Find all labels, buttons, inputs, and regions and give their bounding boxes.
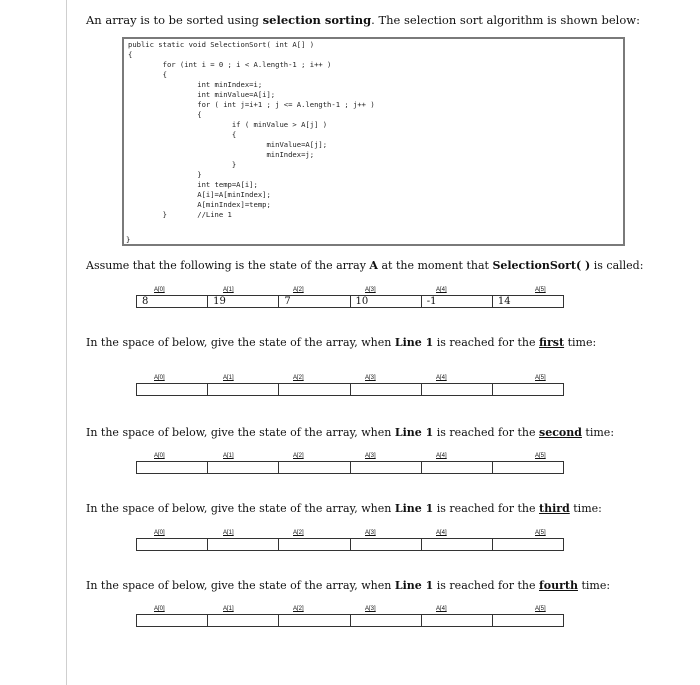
header-a0: A[0] <box>154 606 165 612</box>
answer-cell[interactable] <box>137 384 208 395</box>
answer-cell[interactable] <box>351 462 422 473</box>
question-1-text: In the space of below, give the state of the array, when Line 1 is reached for the first time: <box>86 336 597 349</box>
header-a4: A[4] <box>436 530 447 536</box>
array-headers <box>136 375 564 383</box>
answer-cell[interactable] <box>279 462 350 473</box>
array-cells <box>136 295 564 308</box>
header-a4: A[4] <box>436 453 447 459</box>
array-cells <box>136 383 564 396</box>
code-closing-brace: } <box>126 235 131 244</box>
array-cell: 10 <box>351 296 422 307</box>
array-cells <box>136 461 564 474</box>
question-4-text: In the space of below, give the state of the array, when Line 1 is reached for the fourth time: <box>86 579 611 592</box>
initial-array <box>136 287 564 308</box>
answer-cell[interactable] <box>137 539 208 550</box>
header-a5: A[5] <box>535 287 546 293</box>
array-cell: 14 <box>497 296 511 307</box>
answer-cell[interactable] <box>493 539 563 550</box>
answer-cell[interactable] <box>351 615 422 626</box>
header-a0: A[0] <box>154 287 165 293</box>
array-cells <box>136 538 564 551</box>
answer-cell[interactable] <box>422 384 493 395</box>
array-headers <box>136 287 564 295</box>
answer-cell[interactable] <box>351 384 422 395</box>
array-headers <box>136 453 564 461</box>
header-a2: A[2] <box>293 530 304 536</box>
answer-cell[interactable] <box>493 615 563 626</box>
array-cell: -1 <box>422 296 493 307</box>
intro-text: An array is to be sorted using selection sorting. The selection sort algorithm is shown below: <box>86 13 640 27</box>
header-a3: A[3] <box>365 453 376 459</box>
header-a5: A[5] <box>535 453 546 459</box>
question-2-text: In the space of below, give the state of the array, when Line 1 is reached for the second time: <box>86 426 615 439</box>
array-headers <box>136 530 564 538</box>
answer-array-3 <box>136 530 564 551</box>
answer-cell[interactable] <box>422 615 493 626</box>
selection-sort-code: public static void SelectionSort( int A[] ) { for (int i = 0 ; i < A.length-1 ; i++ ) { int minIndex=i; int minValue=A[i]; for ( int j=i+1 ; j <= A.length-1 ; j++ ) { if ( minValue > A[j] ) { minValue=A[j]; minIndex=j; } } int temp=A[i]; A[i]=A[minIndex]; A[minIndex]=temp; } //Line 1 <box>128 40 375 219</box>
answer-array-1 <box>136 375 564 396</box>
answer-cell[interactable] <box>137 615 208 626</box>
header-a1: A[1] <box>223 375 234 381</box>
array-headers <box>136 606 564 614</box>
header-a5: A[5] <box>535 375 546 381</box>
header-a2: A[2] <box>293 287 304 293</box>
answer-cell[interactable] <box>208 539 279 550</box>
answer-cell[interactable] <box>351 539 422 550</box>
header-a1: A[1] <box>223 530 234 536</box>
header-a1: A[1] <box>223 606 234 612</box>
header-a1: A[1] <box>223 453 234 459</box>
code-listing <box>122 37 625 246</box>
answer-array-2 <box>136 453 564 474</box>
header-a5: A[5] <box>535 606 546 612</box>
header-a2: A[2] <box>293 606 304 612</box>
array-cell: 7 <box>279 296 350 307</box>
assume-text: Assume that the following is the state of the array A at the moment that SelectionSort( ) is called: <box>86 259 644 272</box>
answer-cell[interactable] <box>208 384 279 395</box>
header-a3: A[3] <box>365 606 376 612</box>
header-a0: A[0] <box>154 375 165 381</box>
answer-cell[interactable] <box>422 462 493 473</box>
answer-cell[interactable] <box>208 462 279 473</box>
header-a3: A[3] <box>365 375 376 381</box>
header-a3: A[3] <box>365 287 376 293</box>
answer-cell[interactable] <box>279 539 350 550</box>
answer-cell[interactable] <box>493 384 563 395</box>
answer-cell[interactable] <box>137 462 208 473</box>
answer-cell[interactable] <box>422 539 493 550</box>
array-cell: 19 <box>208 296 279 307</box>
header-a0: A[0] <box>154 530 165 536</box>
answer-cell[interactable] <box>493 462 563 473</box>
array-cells <box>136 614 564 627</box>
header-a5: A[5] <box>535 530 546 536</box>
question-3-text: In the space of below, give the state of the array, when Line 1 is reached for the third time: <box>86 502 602 515</box>
answer-cell[interactable] <box>279 615 350 626</box>
header-a1: A[1] <box>223 287 234 293</box>
answer-cell[interactable] <box>279 384 350 395</box>
answer-array-4 <box>136 606 564 627</box>
header-a4: A[4] <box>436 375 447 381</box>
header-a4: A[4] <box>436 606 447 612</box>
header-a4: A[4] <box>436 287 447 293</box>
header-a2: A[2] <box>293 375 304 381</box>
header-a2: A[2] <box>293 453 304 459</box>
answer-cell[interactable] <box>208 615 279 626</box>
array-cell: 8 <box>137 296 208 307</box>
header-a0: A[0] <box>154 453 165 459</box>
header-a3: A[3] <box>365 530 376 536</box>
